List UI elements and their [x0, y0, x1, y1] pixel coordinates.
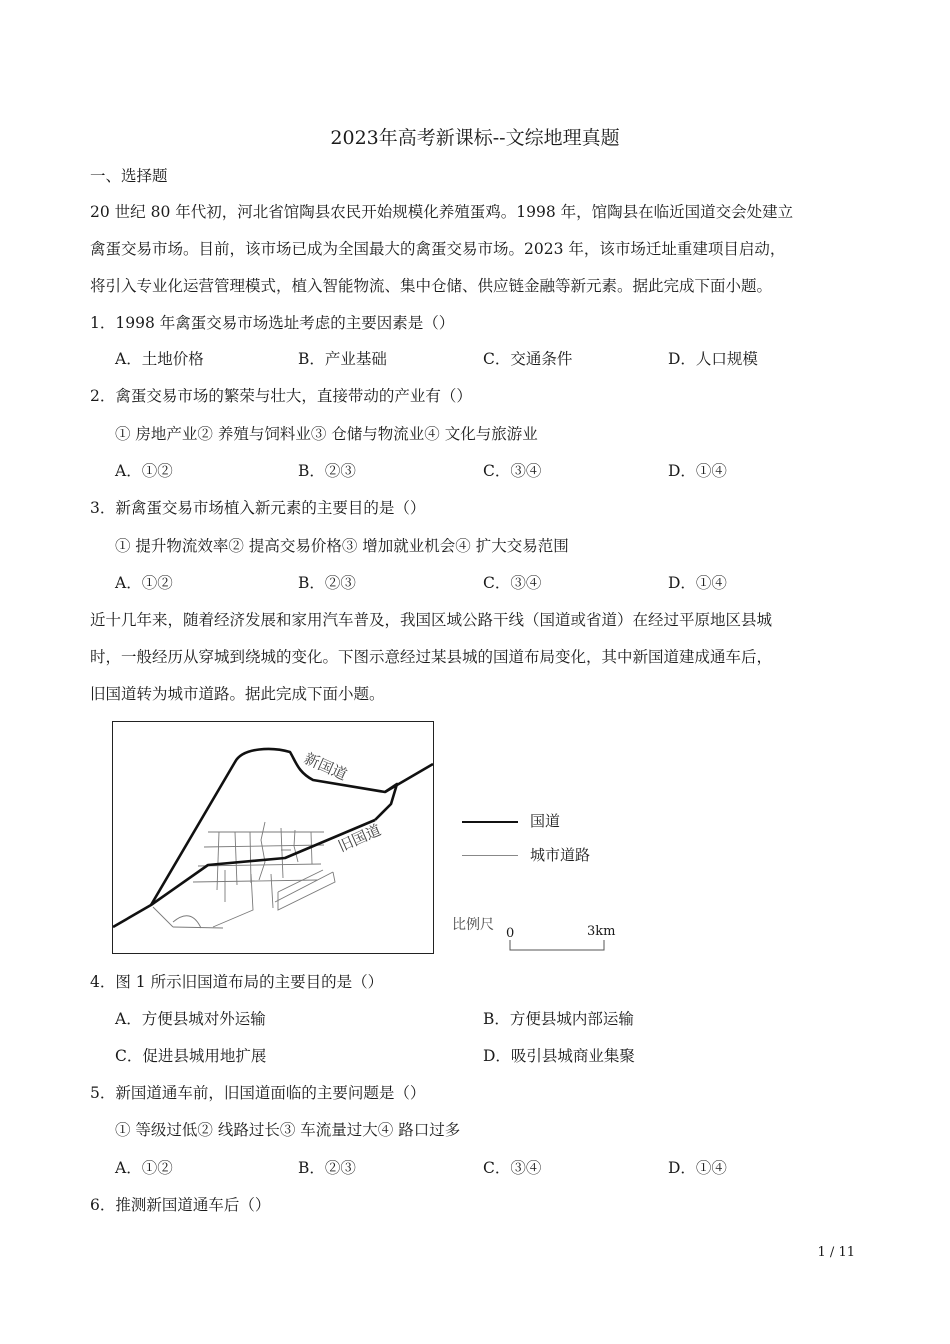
- question-5-stem: 5．新国道通车前，旧国道面临的主要问题是（）: [90, 1084, 426, 1102]
- city-road: [173, 927, 223, 928]
- city-road: [173, 916, 201, 928]
- question-5-option-c: C．③④: [483, 1159, 542, 1177]
- city-road-network: [153, 822, 335, 928]
- city-road: [281, 828, 283, 878]
- question-3-option-a: A．①②: [115, 574, 173, 592]
- city-road: [204, 845, 324, 847]
- road-layout-map: [112, 721, 434, 954]
- page-number: 1 / 11: [817, 1245, 855, 1260]
- passage1-line-1: 20 世纪 80 年代初，河北省馆陶县农民开始规模化养殖蛋鸡。1998 年，馆陶县在临近国道交会处建立: [90, 203, 794, 221]
- question-6-stem: 6．推测新国道通车后（）: [90, 1196, 271, 1214]
- scale-bar: [508, 940, 608, 952]
- legend-national-road-label: 国道: [530, 812, 561, 830]
- page-title: 2023年高考新课标--文综地理真题: [330, 127, 620, 149]
- question-3-stem: 3．新禽蛋交易市场植入新元素的主要目的是（）: [90, 499, 426, 517]
- question-4-option-c: C．促进县城用地扩展: [115, 1047, 267, 1065]
- question-1-option-c: C．交通条件: [483, 350, 573, 368]
- question-1-option-d: D．人口规模: [668, 350, 758, 368]
- city-road: [259, 822, 265, 880]
- new-national-road: [113, 749, 433, 927]
- question-2-items: ① 房地产业② 养殖与饲料业③ 仓储与物流业④ 文化与旅游业: [115, 425, 538, 443]
- scale-end: 3km: [587, 924, 616, 939]
- city-road: [153, 907, 173, 927]
- question-1-option-a: A．土地价格: [115, 350, 204, 368]
- question-3-option-d: D．①④: [668, 574, 727, 592]
- question-3-option-c: C．③④: [483, 574, 542, 592]
- old-road-label: 旧国道: [335, 820, 384, 856]
- passage2-line-3: 旧国道转为城市道路。据此完成下面小题。: [90, 685, 385, 703]
- question-5-items: ① 等级过低② 线路过长③ 车流量过大④ 路口过多: [115, 1121, 461, 1139]
- question-5-option-d: D．①④: [668, 1159, 727, 1177]
- question-4-option-a: A．方便县城对外运输: [115, 1010, 266, 1028]
- question-5-option-a: A．①②: [115, 1159, 173, 1177]
- legend-national-road-swatch: [462, 821, 518, 823]
- passage1-line-3: 将引入专业化运营管理模式，植入智能物流、集中仓储、供应链金融等新元素。据此完成下面小题。: [90, 277, 773, 295]
- question-2-option-d: D．①④: [668, 462, 727, 480]
- question-2-option-b: B．②③: [298, 462, 356, 480]
- passage2-line-2: 时，一般经历从穿城到绕城的变化。下图示意经过某县城的国道布局变化，其中新国道建成通车后，: [90, 648, 773, 666]
- question-5-option-b: B．②③: [298, 1159, 356, 1177]
- city-road: [235, 832, 237, 885]
- city-road: [271, 874, 273, 908]
- question-2-option-c: C．③④: [483, 462, 542, 480]
- new-road-label: 新国道: [301, 749, 350, 784]
- question-2-option-a: A．①②: [115, 462, 173, 480]
- question-4-option-d: D．吸引县城商业集聚: [483, 1047, 635, 1065]
- section-heading: 一、选择题: [90, 167, 168, 185]
- question-1-option-b: B．产业基础: [298, 350, 387, 368]
- question-1-stem: 1．1998 年禽蛋交易市场选址考虑的主要因素是（）: [90, 314, 455, 332]
- city-road: [294, 830, 298, 862]
- legend-city-road-swatch: [462, 855, 518, 856]
- new-national-road-connector: [375, 784, 397, 820]
- passage1-line-2: 禽蛋交易市场。目前，该市场已成为全国最大的禽蛋交易市场。2023 年，该市场迁址重建项目启动，: [90, 240, 786, 258]
- scale-label: 比例尺: [452, 917, 494, 933]
- question-4-stem: 4．图 1 所示旧国道布局的主要目的是（）: [90, 973, 384, 991]
- question-2-stem: 2．禽蛋交易市场的繁荣与壮大，直接带动的产业有（）: [90, 387, 472, 405]
- road-map-svg: [113, 722, 433, 953]
- legend-city-road-label: 城市道路: [530, 846, 591, 864]
- question-3-option-b: B．②③: [298, 574, 356, 592]
- passage2-line-1: 近十几年来，随着经济发展和家用汽车普及，我国区域公路干线（国道或省道）在经过平原地区县城: [90, 611, 773, 629]
- question-3-items: ① 提升物流效率② 提高交易价格③ 增加就业机会④ 扩大交易范围: [115, 537, 569, 555]
- question-4-option-b: B．方便县城内部运输: [483, 1010, 634, 1028]
- scale-zero: 0: [506, 926, 515, 941]
